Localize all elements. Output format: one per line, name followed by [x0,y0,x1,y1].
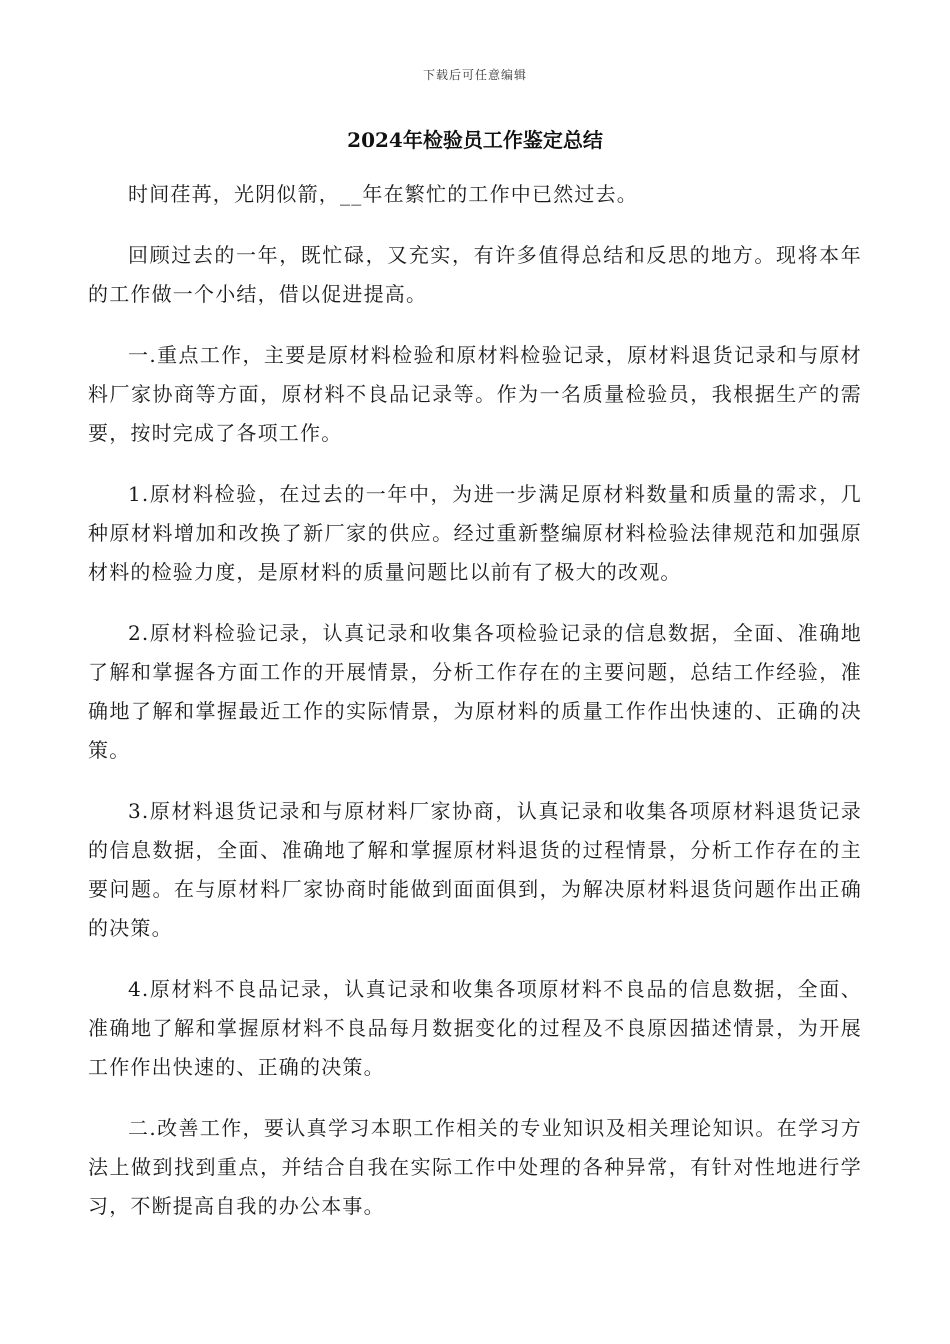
paragraph-review: 回顾过去的一年，既忙碌，又充实，有许多值得总结和反思的地方。现将本年的工作做一个小结，借以促进提高。 [88,243,862,306]
paragraph-item-4: 4.原材料不良品记录，认真记录和收集各项原材料不良品的信息数据，全面、准确地了解和掌握原材料不良品每月数据变化的过程及不良原因描述情景，为开展工作作出快速的、正确的决策。 [88,977,862,1079]
paragraph-intro: 时间荏苒，光阴似箭，__年在繁忙的工作中已然过去。 [128,182,638,206]
paragraph-section-1: 一.重点工作，主要是原材料检验和原材料检验记录，原材料退货记录和与原材料厂家协商等方面，原材料不良品记录等。作为一名质量检验员，我根据生产的需要，按时完成了各项工作。 [88,343,862,445]
paragraph-item-2: 2.原材料检验记录，认真记录和收集各项检验记录的信息数据，全面、准确地了解和掌握各方面工作的开展情景，分析工作存在的主要问题，总结工作经验，准确地了解和掌握最近工作的实际情景，为原材料的质量工作作出快速的、正确的决策。 [88,621,862,762]
paragraph-item-3: 3.原材料退货记录和与原材料厂家协商，认真记录和收集各项原材料退货记录的信息数据，全面、准确地了解和掌握原材料退货的过程情景，分析工作存在的主要问题。在与原材料厂家协商时能做到面面俱到，为解决原材料退货问题作出正确的决策。 [88,799,862,940]
document-title: 2024年检验员工作鉴定总结 [347,128,603,152]
paragraph-section-2: 二.改善工作，要认真学习本职工作相关的专业知识及相关理论知识。在学习方法上做到找到重点，并结合自我在实际工作中处理的各种异常，有针对性地进行学习，不断提高自我的办公本事。 [88,1116,862,1218]
document-body [88,175,862,1248]
paragraph-item-1: 1.原材料检验，在过去的一年中，为进一步满足原材料数量和质量的需求，几种原材料增加和改换了新厂家的供应。经过重新整编原材料检验法律规范和加强原材料的检验力度，是原材料的质量问题比以前有了极大的改观。 [88,482,862,584]
header-note: 下载后可任意编辑 [422,68,527,82]
